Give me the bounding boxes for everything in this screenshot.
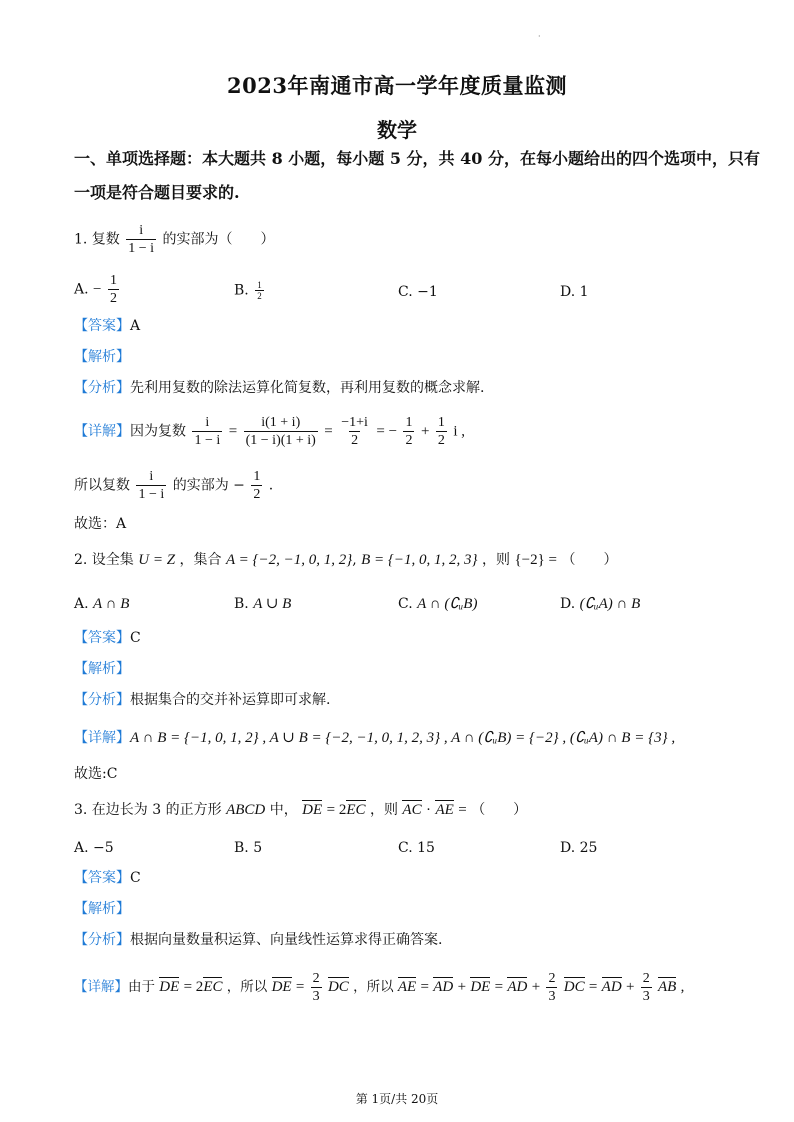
q1-option-b [234,280,266,301]
q3-d-plus2: + [531,979,541,995]
q1-d-eq-neg: = − [376,423,398,440]
q1-d-tail: i , [453,423,465,440]
q1-d-eq: = [228,423,238,440]
q2-option-d-value: (∁ᵤA) ∩ B [579,596,641,612]
q3-d-vector-dc: DC [327,979,349,995]
q2-option-c-value: A ∩ (∁ᵤB) [417,596,478,612]
q1-option-b-den: 2 [257,291,262,301]
q2-set-b: B = {−1, 0, 1, 2, 3} [361,552,478,568]
q1-concl-prefix: 所以复数 [74,477,130,494]
q1-answer [74,316,140,336]
q3-d-vector-de-3: DE [470,979,491,995]
q3-d-eq3: = [295,979,305,995]
q1-concl-v-den: 2 [253,487,261,502]
q1-detail [74,414,465,449]
q3-d-eq9: = [588,979,598,995]
answer-tag: 【答案】 [74,318,130,334]
section-heading-line2: 一项是符合题目要求的. [74,183,240,202]
q3-vector-de: DE [302,802,323,818]
question-2 [74,550,617,570]
detail-tag: 【详解】 [74,979,128,995]
q3-d-vector-ad: AD [433,979,454,995]
page-title: 2023年南通市高一学年度质量监测 [227,73,567,98]
q1-concl-v-num: 1 [253,469,261,484]
q1-detail-frac1 [192,414,222,449]
q1-d-f4-den: 2 [405,433,413,448]
q3-option-b [234,838,262,858]
q3-d-vector-ec: EC [203,979,223,995]
q3-d-vector-ab: AB [658,979,677,995]
q1-option-a-den: 2 [109,291,117,306]
q2-option-a-label: A. [74,596,89,612]
q2-option-c [398,594,477,614]
q3-vector-ec: EC [346,802,366,818]
q2-thinking-text: 根据集合的交并补运算即可求解. [130,692,331,708]
q3-vector-ac: AC [402,802,422,818]
page-footer: 第 1页/共 20页 [355,1092,439,1106]
q3-option-d-value: 25 [579,840,598,856]
q1-concl-mid: 的实部为 − [172,477,245,494]
q1-fraction [126,222,156,257]
q2-analysis [74,659,130,679]
q2-mid2: ，则 [482,552,510,568]
q3-d-fa-num: 2 [312,971,320,986]
q3-option-a-value: −5 [93,840,114,856]
q3-analysis [74,899,130,919]
q1-concl-value [251,468,262,503]
q1-concl-frac [136,468,166,503]
q1-d-f5-den: 2 [437,433,445,448]
q3-eq-end: = [458,802,467,818]
q1-concl-f-num: i [149,469,154,484]
q2-bracket: （ ） [561,552,618,568]
q3-option-c-label: C. [398,840,413,856]
q1-d-f4-num: 1 [405,415,413,430]
q1-choose: 故选：A [74,516,127,532]
q1-d-f1-den: 1 − i [194,433,221,448]
analysis-tag: 【解析】 [74,901,130,917]
q1-option-c-label: C. [398,284,413,300]
q3-dot: · [426,802,432,818]
detail-tag: 【详解】 [74,423,130,440]
q1-thinking [74,378,484,398]
section-heading-line1: 一、单项选择题：本大题共 8 小题，每小题 5 分，共 40 分，在每小题给出的四个选项中，只有 [74,149,760,168]
q1-option-b-num: 1 [257,280,262,290]
q3-detail-prefix: 由于 [128,979,155,995]
q1-answer-value: A [130,318,141,334]
q3-d-plus1: + [457,979,467,995]
q2-option-d-label: D. [560,596,576,612]
q1-option-c [398,282,438,302]
detail-tag: 【详解】 [74,730,130,746]
analysis-tag: 【解析】 [74,661,130,677]
q1-frac-num: i [139,223,144,238]
q2-mid1: ，集合 [179,552,222,568]
q3-thinking-text: 根据向量数量积运算、向量线性运算求得正确答案. [130,932,443,948]
q1-prefix: 1. 复数 [74,231,120,248]
q3-d-fb-num: 2 [548,971,556,986]
q1-analysis [74,347,130,367]
q1-option-d [560,282,589,302]
q3-option-c-value: 15 [417,840,435,856]
q3-vector-ae: AE [435,802,454,818]
q3-option-a [74,838,114,858]
q3-detail [74,970,684,1005]
q2-option-a-value: A ∩ B [93,596,130,612]
q3-d-frac-a [311,970,322,1005]
q1-option-a-sign: − [93,281,102,298]
q2-answer-value: C [130,630,141,646]
q2-detail [74,728,675,748]
q3-d-frac-b [546,970,557,1005]
q3-option-b-value: 5 [253,840,263,856]
q2-detail-text: A ∩ B = {−1, 0, 1, 2} , A ∪ B = {−2, −1, 0, 1, 2, 3} , A ∩ (∁ᵤB) = {−2} , (∁ᵤA) ∩ B = {3} , [130,730,676,746]
q2-option-b [234,594,291,614]
q1-conclusion [74,468,273,503]
q3-answer-value: C [130,870,141,886]
q1-detail-frac4 [403,414,414,449]
q1-option-a-num: 1 [109,273,117,288]
q3-d-vector-de-2: DE [271,979,292,995]
q1-option-d-label: D. [560,284,576,300]
q3-option-d-label: D. [560,840,576,856]
q2-answer [74,628,141,648]
q2-target: {−2} = [514,552,558,568]
q1-detail-frac5 [436,414,447,449]
q3-answer [74,868,141,888]
subject-title: 数学 [377,118,417,142]
q2-set-a: A = {−2, −1, 0, 1, 2} [225,552,353,568]
q3-d-vector-ad-2: AD [507,979,528,995]
q2-universal-set: U = Z [138,552,176,568]
q2-choose: 故选:C [74,766,118,782]
q3-d-vector-ae: AE [397,979,417,995]
q2-option-d [560,594,640,614]
q3-mid2: ，则 [369,802,398,818]
answer-tag: 【答案】 [74,630,130,646]
q3-option-a-label: A. [74,840,89,856]
q2-thinking [74,690,330,710]
q3-d-so2: ，所以 [353,979,394,995]
q1-frac-den: 1 − i [128,241,155,256]
q1-thinking-text: 先利用复数的除法运算化简复数，再利用复数的概念求解. [130,380,485,396]
q2-prefix: 2. 设全集 [74,552,134,568]
q3-thinking [74,930,442,950]
q3-square: ABCD [226,802,266,818]
question-1 [74,222,275,257]
q3-eq2: = 2 [326,802,347,818]
scan-dot: · [538,32,541,41]
q1-d-f1-num: i [205,415,210,430]
q1-option-b-frac [255,280,264,301]
q3-d-vector-de: DE [159,979,180,995]
q3-d-vector-dc-2: DC [563,979,585,995]
q1-concl-end: . [268,477,274,494]
q3-bracket: （ ） [471,802,528,818]
q2-option-c-label: C. [398,596,413,612]
q1-detail-prefix: 因为复数 [130,423,186,440]
q1-option-a [74,272,121,307]
q1-d-plus: + [420,423,430,440]
q3-d-fc-den: 3 [642,989,650,1004]
q3-option-b-label: B. [234,840,249,856]
q2-option-b-value: A ∪ B [253,596,292,612]
q3-mid1: 中， [269,802,298,818]
q1-option-a-frac [108,272,119,307]
question-3 [74,800,527,820]
q3-option-c [398,838,435,858]
q2-option-a [74,594,129,614]
q3-option-d [560,838,597,858]
q1-detail-frac2 [244,414,318,449]
q3-d-frac-c [641,970,652,1005]
q1-d-eq-2: = [324,423,333,440]
q1-detail-frac3 [339,414,370,449]
q1-option-c-value: −1 [417,284,438,300]
q3-d-fa-den: 3 [312,989,320,1004]
answer-tag: 【答案】 [74,870,130,886]
q3-d-fc-num: 2 [642,971,650,986]
q1-option-b-label: B. [234,282,249,299]
q1-concl-f-den: 1 − i [138,487,165,502]
q3-d-eq7: = [494,979,504,995]
thinking-tag: 【分析】 [74,380,130,396]
q1-d-f5-num: 1 [437,415,445,430]
q2-comma: , [352,552,357,568]
q3-d-eq5: = [420,979,429,995]
q3-d-plus3: + [625,979,635,995]
q3-d-fb-den: 3 [548,989,556,1004]
q2-option-b-label: B. [234,596,249,612]
q1-d-f2-num: i(1 + i) [261,415,301,430]
q1-suffix: 的实部为（ ） [162,231,275,248]
q1-option-a-label: A. [74,281,89,298]
q3-d-so: ，所以 [226,979,268,995]
q3-d-eq1: = 2 [183,979,204,995]
q3-d-vector-ad-3: AD [601,979,622,995]
thinking-tag: 【分析】 [74,692,130,708]
q3-prefix: 3. 在边长为 3 的正方形 [74,802,222,818]
thinking-tag: 【分析】 [74,932,130,948]
q1-d-f3-num: −1+i [341,415,368,430]
q1-d-f2-den: (1 − i)(1 + i) [245,433,316,448]
q3-d-end: , [680,979,685,995]
q1-option-d-value: 1 [579,284,589,300]
analysis-tag: 【解析】 [74,349,130,365]
q1-d-f3-den: 2 [351,433,359,448]
